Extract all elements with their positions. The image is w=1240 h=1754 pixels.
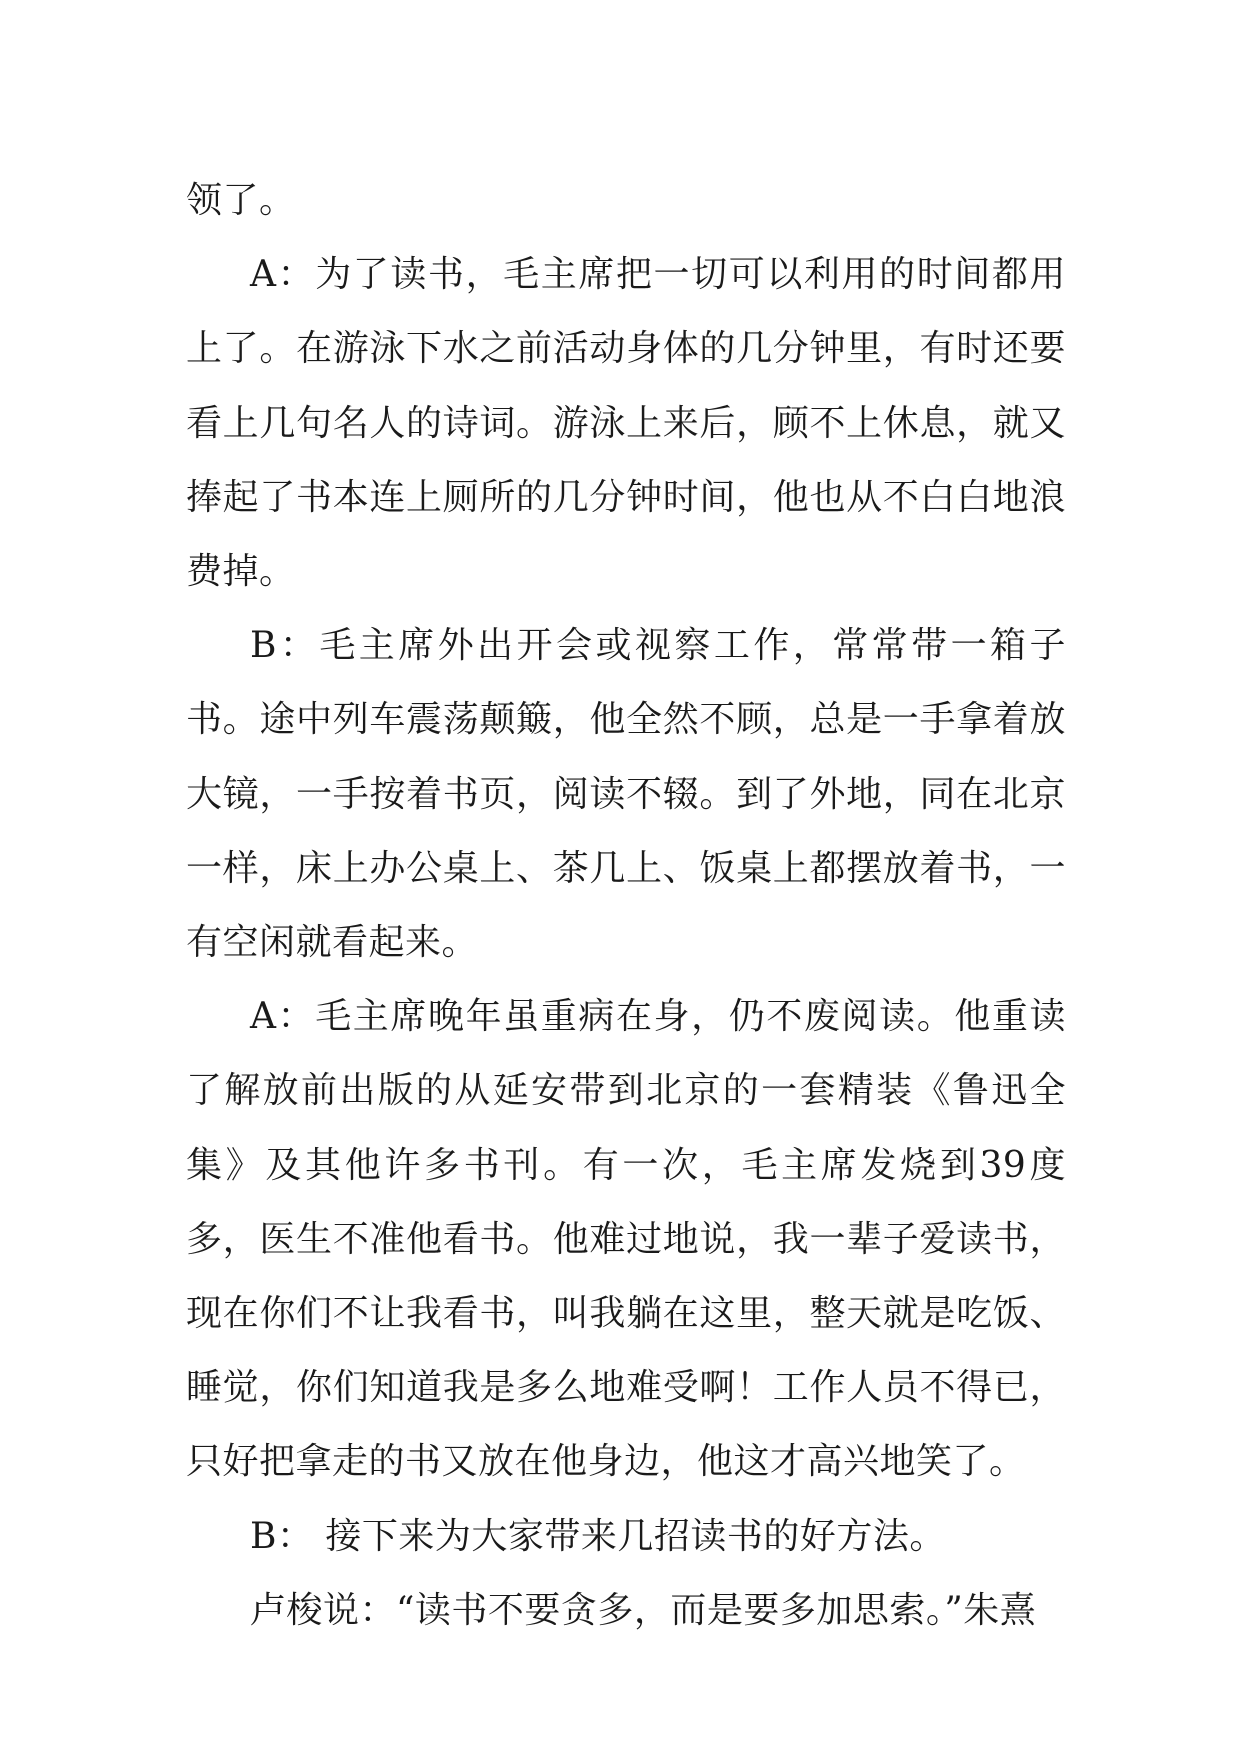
- paragraph-quote-rousseau: 卢梭说：“读书不要贪多，而是要多加思索。”朱熹: [250, 1589, 1037, 1631]
- paragraph-b-methods-intro: B： 接下来为大家带来几招读书的好方法。: [250, 1515, 946, 1557]
- paragraph-b-travel-reading: B：毛主席外出开会或视察工作，常常带一箱子书。途中列车震荡颠簸，他全然不顾，总是一手拿着放大镜，一手按着书页，阅读不辍。到了外地，同在北京一样，床上办公桌上、茶几上、饭桌上都摆放着书，一有空闲就看起来。: [186, 625, 1066, 964]
- document-body: [186, 164, 1066, 1648]
- paragraph-a-late-years: A：毛主席晚年虽重病在身，仍不废阅读。他重读了解放前出版的从延安带到北京的一套精装《鲁迅全集》及其他许多书刊。有一次，毛主席发烧到39度多，医生不准他看书。他难过地说，我一辈子爱读书，现在你们不让我看书，叫我躺在这里，整天就是吃饭、睡觉，你们知道我是多么地难受啊！工作人员不得已，只好把拿走的书又放在他身边，他这才高兴地笑了。: [186, 996, 1066, 1483]
- paragraph-a-reading-time: A：为了读书，毛主席把一切可以利用的时间都用上了。在游泳下水之前活动身体的几分钟里，有时还要看上几句名人的诗词。游泳上来后，顾不上休息，就又捧起了书本连上厕所的几分钟时间，他也从不白白地浪费掉。: [186, 254, 1066, 593]
- paragraph-continuation: 领了。: [186, 180, 296, 221]
